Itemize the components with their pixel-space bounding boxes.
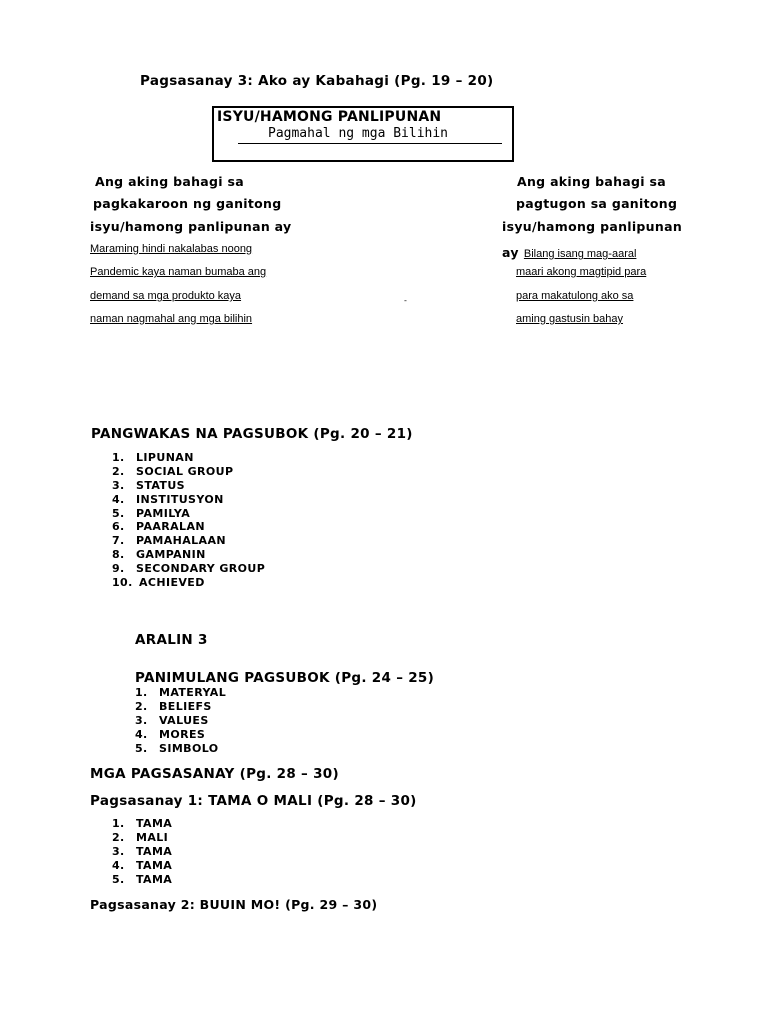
right-label-line: pagtugon sa ganitong	[516, 196, 678, 211]
issue-box-subtitle: Pagmahal ng mga Bilihin	[268, 126, 449, 141]
right-label-line: Ang aking bahagi sa	[517, 174, 666, 189]
left-label-line: Ang aking bahagi sa	[95, 174, 244, 189]
issue-box	[212, 106, 514, 162]
panimula-heading: PANIMULANG PAGSUBOK (Pg. 24 – 25)	[135, 670, 435, 686]
left-answer-line: demand sa mga produkto kaya	[90, 290, 242, 302]
right-answer-line: aming gastusin bahay	[516, 313, 624, 325]
issue-box-underline	[238, 143, 502, 144]
left-answer-line: Maraming hindi nakalabas noong	[90, 243, 253, 255]
left-label-line: isyu/hamong panlipunan ay	[90, 219, 292, 234]
aralin-heading: ARALIN 3	[135, 632, 208, 648]
left-label-line: pagkakaroon ng ganitong	[93, 196, 282, 211]
stray-dash-mark: -	[404, 296, 407, 305]
right-label-line: isyu/hamong panlipunan	[502, 219, 683, 234]
issue-box-title: ISYU/HAMONG PANLIPUNAN	[217, 109, 442, 125]
right-answer-first-line	[502, 242, 636, 261]
right-answer-prefix: ay	[502, 245, 519, 260]
right-answer-line: maari akong magtipid para	[516, 266, 647, 278]
left-answer-line: Pandemic kaya naman bumaba ang	[90, 266, 267, 278]
left-answer-line: naman nagmahal ang mga bilihin	[90, 313, 253, 325]
pagsasanay3-heading: Pagsasanay 3: Ako ay Kabahagi (Pg. 19 – 20)	[140, 73, 494, 89]
pangwakas-heading: PANGWAKAS NA PAGSUBOK (Pg. 20 – 21)	[91, 426, 413, 442]
pagsasanay2-heading: Pagsasanay 2: BUUIN MO! (Pg. 29 – 30)	[90, 897, 378, 912]
right-answer-line: para makatulong ako sa	[516, 290, 634, 302]
pagsasanay1-heading: Pagsasanay 1: TAMA O MALI (Pg. 28 – 30)	[90, 793, 417, 809]
mga-pagsasanay-heading: MGA PAGSASANAY (Pg. 28 – 30)	[90, 766, 339, 782]
right-answer-line: Bilang isang mag-aaral	[523, 248, 637, 260]
